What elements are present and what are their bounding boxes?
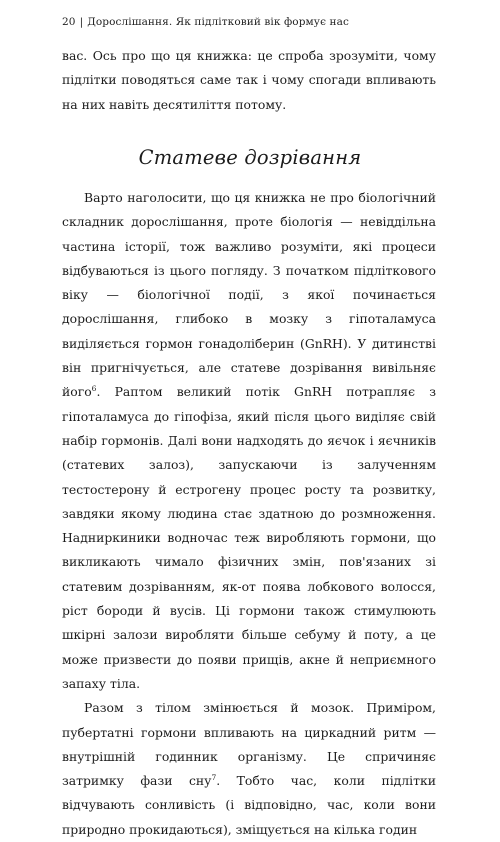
page-number: 20 <box>62 16 76 28</box>
paragraph-2-part-a: Разом з тілом змінюється й мозок. Приміром, пубертатні гормони впливають на циркадний ритм — внутрішній годинник організму. Це спричиняє затримку фази сну <box>62 700 436 789</box>
running-title: Дорослішання. Як підлітковий вік формує нас <box>87 16 349 28</box>
paragraph-1-part-a: Варто наголосити, що ця книжка не про біологічний складник дорослішання, проте біологія — невіддільна частина історії, тож важливо розуміти, які процеси відбуваються із цього погляду. З початком підліткового віку — біологічної події, з якої починається дорослішання, глибоко в мозку з гіпоталамуса виділяється гормон гонадоліберин (GnRH). У дитинстві він пригнічується, але статеве дозрівання вивільняє його <box>62 190 436 400</box>
footnote-ref-6: 6 <box>91 384 97 394</box>
section-heading: Статеве дозрівання <box>138 146 362 169</box>
continued-text <box>62 44 436 117</box>
section-body <box>62 186 436 842</box>
header-separator: | <box>79 16 84 28</box>
continued-paragraph: вас. Ось про що ця книжка: це спроба зрозуміти, чому підлітки поводяться саме так і чому спогади впливають на них навіть десятиліття потому. <box>62 48 436 112</box>
running-header <box>62 16 349 28</box>
body-paragraph-2 <box>62 696 436 842</box>
paragraph-1-part-b: . Раптом великий потік GnRH потрапляє з гіпоталамуса до гіпофіза, який після цього виділяє свій набір гормонів. Далі вони надходять до яєчок і яєчників (статевих залоз), запускаючи із залученням тестостерону й естрогену процес росту та розвитку, завдяки якому людина стає здатною до розмноження. Надниркиники водночас теж виробляють гормони, що викликають чимало фізичних змін, пов'язаних зі статевим дозріванням, як-от поява лобкового волосся, ріст бороди й вусів. Ці гормони також стимулюють шкірні залози виробляти більше себуму й поту, а це може призвести до появи прищів, акне й неприємного запаху тіла. <box>62 384 436 691</box>
paragraph-2-part-b: . Тобто час, коли підлітки відчувають сонливість (і відповідно, час, коли вони природно прокидаються), зміщується на кілька годин <box>62 773 436 837</box>
footnote-ref-7: 7 <box>211 773 217 783</box>
body-paragraph-1 <box>62 186 436 696</box>
